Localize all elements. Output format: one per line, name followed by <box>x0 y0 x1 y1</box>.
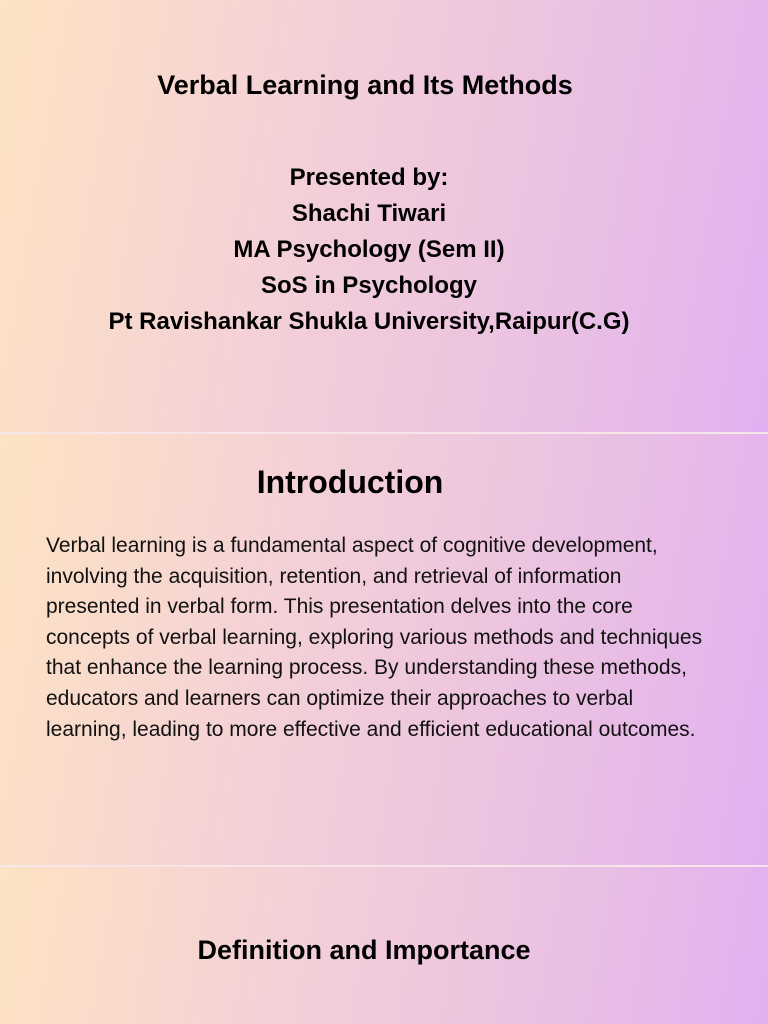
presentation-title: Verbal Learning and Its Methods <box>157 70 573 100</box>
slide-heading: Introduction <box>256 464 444 500</box>
presented-by-label: Presented by: <box>289 164 449 191</box>
slide-body-text: Verbal learning is a fundamental aspect of cognitive development, involving the acquisition, retention, and retrieval of information presented in verbal form. This presentation delves into the core concepts of verbal learning, exploring various methods and techniques that enhance the learning process. By understanding these methods, educators and learners can optimize their approaches to verbal learning, leading to more effective and efficient educational outcomes. <box>46 534 703 741</box>
presenter-name: Shachi Tiwari <box>291 200 447 227</box>
presenter-university: Pt Ravishankar Shukla University,Raipur(C.G) <box>108 308 630 335</box>
slide-introduction <box>0 434 768 865</box>
presenter-department: SoS in Psychology <box>260 272 478 299</box>
slide-heading: Definition and Importance <box>197 935 531 965</box>
presenter-block <box>0 160 738 340</box>
presenter-program: MA Psychology (Sem II) <box>233 236 505 263</box>
slide-title <box>0 0 768 432</box>
slide-definition <box>0 867 768 1024</box>
